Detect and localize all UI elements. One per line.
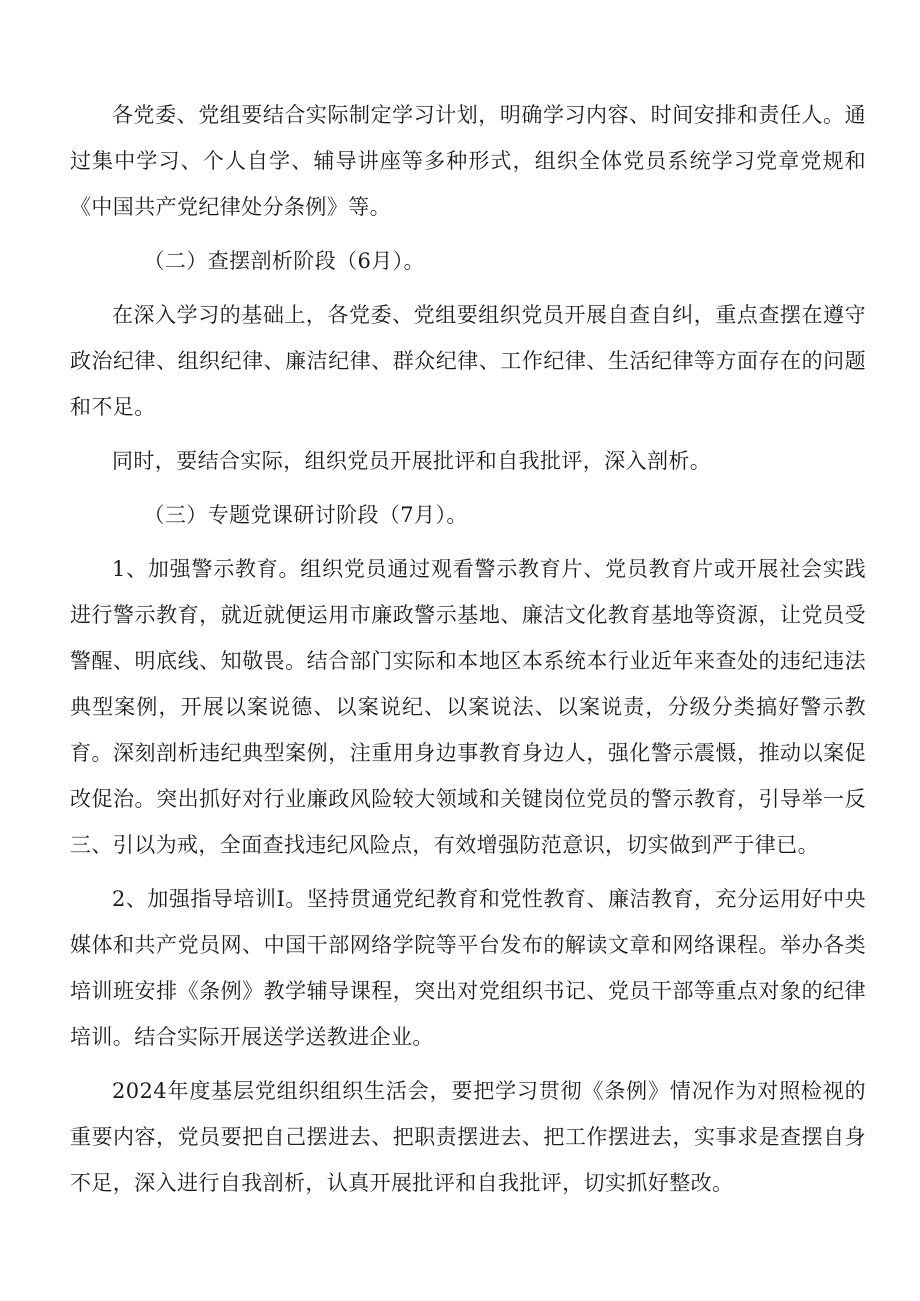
paragraph-warning-education: 1、加强警示教育。组织党员通过观看警示教育片、党员教育片或开展社会实践进行警示教育，就近就便运用市廉政警示基地、廉洁文化教育基地等资源，让党员受警醒、明底线、知敬畏。结合部门实际和本地区本系统本行业近年来查处的违纪违法典型案例，开展以案说德、以案说纪、以案说法、以案说责，分级分类搞好警示教育。深刻剖析违纪典型案例，注重用身边事教育身边人，强化警示震慑，推动以案促改促治。突出抓好对行业廉政风险较大领域和关键岗位党员的警示教育，引导举一反三、引以为戒，全面查找违纪风险点，有效增强防范意识，切实做到严于律已。	[70, 557, 866, 857]
paragraph-self-check: 在深入学习的基础上，各党委、党组要组织党员开展自查自纠，重点查摆在遵守政治纪律、组织纪律、廉洁纪律、群众纪律、工作纪律、生活纪律等方面存在的问题和不足。	[70, 303, 866, 419]
paragraph-criticism: 同时，要结合实际，组织党员开展批评和自我批评，深入剖析。	[112, 449, 712, 473]
document-body	[70, 92, 866, 1214]
paragraph-study-plan: 各党委、党组要结合实际制定学习计划，明确学习内容、时间安排和责任人。通过集中学习、个人自学、辅导讲座等多种形式，组织全体党员系统学习党章党规和《中国共产党纪律处分条例》等。	[70, 103, 866, 219]
paragraph-organizational-life: 2024年度基层党组织组织生活会，要把学习贯彻《条例》情况作为对照检视的重要内容，党员要把自己摆进去、把职责摆进去、把工作摆进去，实事求是查摆自身不足，深入进行自我剖析，认真开展批评和自我批评，切实抓好整改。	[70, 1079, 866, 1195]
section-heading-party-lecture: （三）专题党课研讨阶段（7月）。	[143, 503, 468, 527]
paragraph-guidance-training: 2、加强指导培训I。坚持贯通党纪教育和党性教育、廉洁教育，充分运用好中央媒体和共产党员网、中国干部网络学院等平台发布的解读文章和网络课程。举办各类培训班安排《条例》教学辅导课程，突出对党组织书记、党员干部等重点对象的纪律培训。结合实际开展送学送教进企业。	[70, 887, 866, 1049]
section-heading-review: （二）查摆剖析阶段（6月）。	[143, 249, 425, 273]
